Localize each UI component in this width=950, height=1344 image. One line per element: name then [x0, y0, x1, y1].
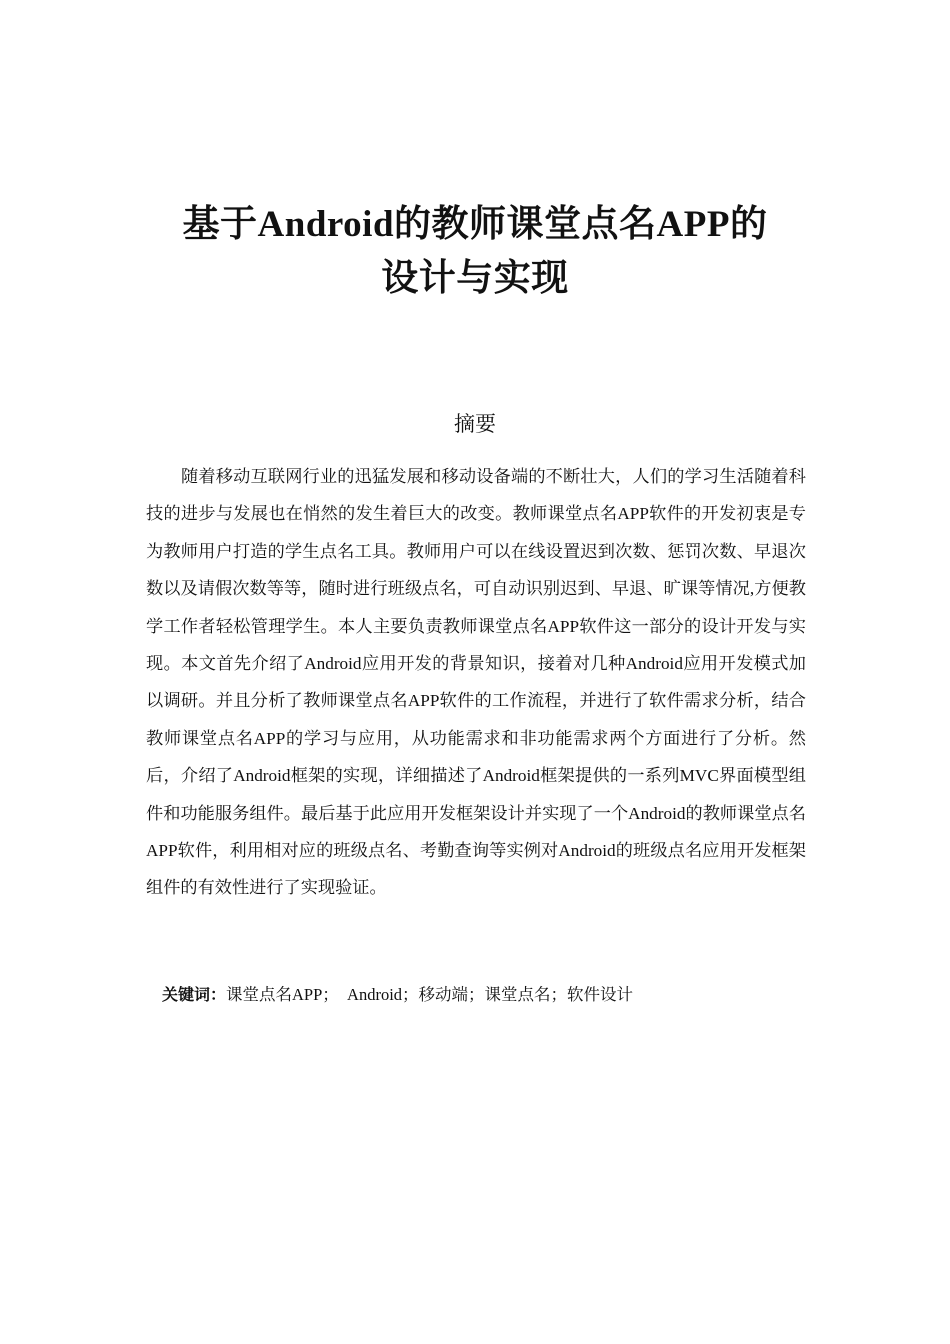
document-title [120, 198, 830, 306]
abstract-body: 随着移动互联网行业的迅猛发展和移动设备端的不断壮大，人们的学习生活随着科技的进步与发展也在悄然的发生着巨大的改变。教师课堂点名APP软件的开发初衷是专为教师用户打造的学生点名工具。教师用户可以在线设置迟到次数、惩罚次数、早退次数以及请假次数等等，随时进行班级点名，可自动识别迟到、早退、旷课等情况,方便教学工作者轻松管理学生。本人主要负责教师课堂点名APP软件这一部分的设计开发与实现。本文首先介绍了Android应用开发的背景知识，接着对几种Android应用开发模式加以调研。并且分析了教师课堂点名APP软件的工作流程，并进行了软件需求分析，结合教师课堂点名APP的学习与应用，从功能需求和非功能需求两个方面进行了分析。然后，介绍了Android框架的实现，详细描述了Android框架提供的一系列MVC界面模型组件和功能服务组件。最后基于此应用开发框架设计并实现了一个Android的教师课堂点名APP软件，利用相对应的班级点名、考勤查询等实例对Android的班级点名应用开发框架组件的有效性进行了实现验证。 [146, 467, 806, 898]
keywords-line [162, 980, 822, 1010]
keywords-text: 课堂点名APP； Android；移动端；课堂点名；软件设计 [226, 985, 634, 1004]
keywords-label: 关键词： [162, 985, 227, 1004]
title-line-2: 设计与实现 [381, 258, 569, 299]
abstract-heading: 摘要 [454, 412, 496, 436]
title-line-1: 基于Android的教师课堂点名APP的 [182, 204, 768, 245]
